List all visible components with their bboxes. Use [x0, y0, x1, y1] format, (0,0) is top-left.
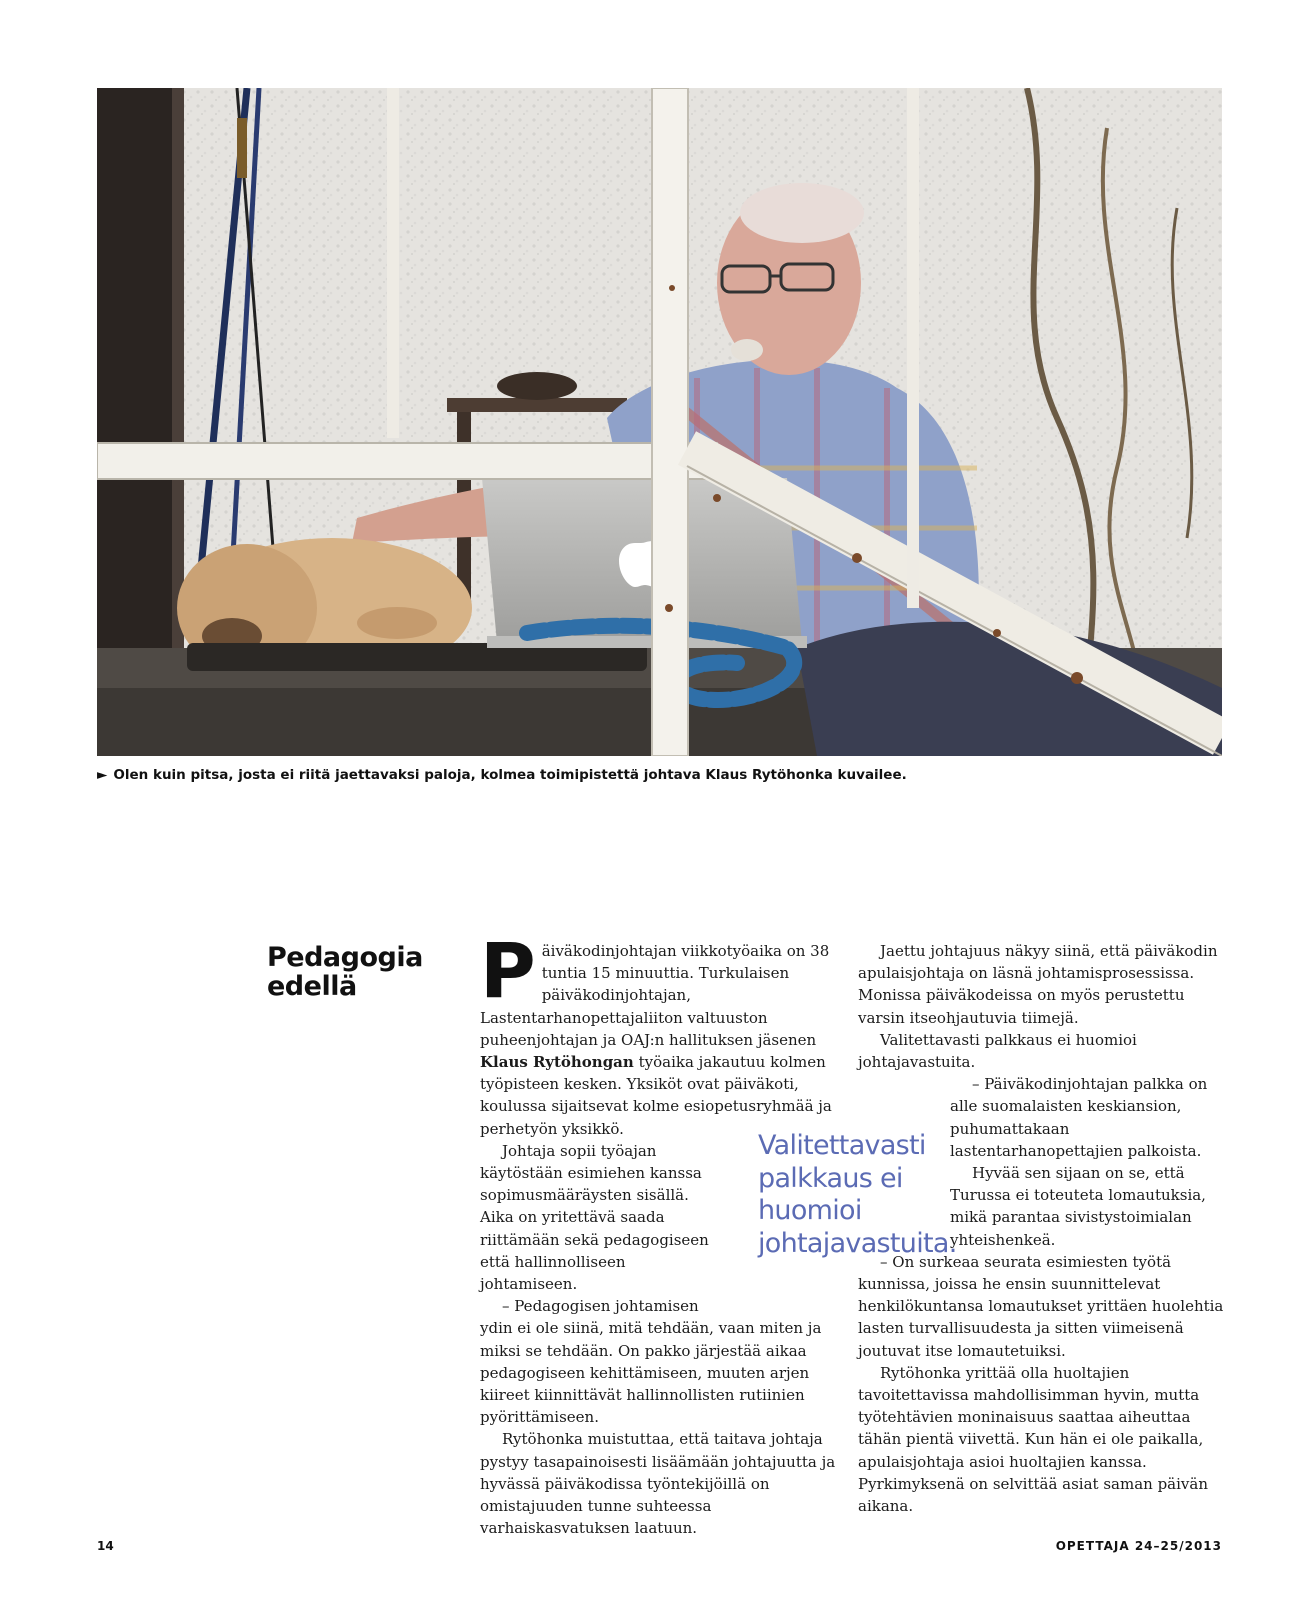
- person-name: Klaus Rytöhongan: [480, 1053, 634, 1072]
- paragraph-10: Rytöhonka yrittää olla huoltajien tavoitettavissa mahdollisimman hyvin, mutta työtehtävien moninaisuus saattaa aiheuttaa tähän pientä viivettä. Kun hän ei ole paikalla, apulaisjohtaja asioi huoltajien kanssa. Pyrkimyksenä on selvittää asiat saman päivän aikana.: [858, 1363, 1209, 1516]
- paragraph-7: – Päiväkodinjohtajan palkka on alle suomalaisten keskiansion, puhumattakaan lastentarhanopettajien palkoista.: [950, 1075, 1208, 1160]
- paragraph-8: Hyvää sen sijaan on se, että Turussa ei toteuteta lomautuksia, mikä parantaa sivistystoimialan yhteishenkeä.: [950, 1164, 1206, 1249]
- paragraph-1-end: työaika jakautuu kolmen työpisteen kesken. Yksiköt ovat päiväkoti, koulussa sijaitsevat kolme esiopetusryhmää ja perhetyön yksikkö.: [480, 1053, 832, 1138]
- paragraph-3: – Pedagogisen johtamisen ydin ei ole siinä, mitä tehdään, vaan miten ja miksi se tehdään. On pakko järjestää aikaa pedagogiseen kehittämiseen, muuten arjen kiireet kiinnittävät hallinnollisten rutiinien pyörittämiseen.: [480, 1297, 822, 1427]
- paragraph-1: [480, 926, 840, 1140]
- page-number: 14: [97, 1539, 114, 1553]
- photo-caption: [97, 767, 1222, 783]
- magazine-issue: OPETTAJA 24–25/2013: [1055, 1539, 1222, 1553]
- drop-cap: P: [480, 926, 536, 1015]
- pull-quote: Valitettavasti palkkaus ei huomioi johtajavastuita.: [758, 1130, 957, 1259]
- paragraph-1-start: äiväkodinjohtajan viikkotyöaika on 38 tuntia 15 minuuttia. Turkulaisen päiväkodinjohtajan, Lastentarhanopettajaliiton valtuuston puheenjohtajan ja OAJ:n hallituksen jäsenen: [480, 942, 830, 1049]
- paragraph-6: Valitettavasti palkkaus ei huomioi johtajavastuita.: [858, 1030, 1137, 1072]
- caption-text: Olen kuin pitsa, josta ei riitä jaettavaksi paloja, kolmea toimipistettä johtava Klaus Rytöhonka kuvailee.: [113, 767, 907, 783]
- photo-illustration: [97, 88, 1222, 756]
- paragraph-9: – On surkeaa seurata esimiesten työtä kunnissa, joissa he ensin suunnittelevat henkilökuntansa lomautukset yrittäen huolehtia lasten turvallisuudesta ja sitten viimeisenä joutuvat itse lomautetuiksi.: [858, 1252, 1224, 1360]
- paragraph-5: Jaettu johtajuus näkyy siinä, että päiväkodin apulaisjohtaja on läsnä johtamisprosessissa. Monissa päiväkodeissa on myös perustettu varsin itseohjautuvia tiimejä.: [858, 942, 1218, 1027]
- paragraph-4: Rytöhonka muistuttaa, että taitava johtaja pystyy tasapainoisesti lisäämään johtajuutta ja hyvässä päiväkodissa työntekijöillä on omistajuuden tunne suhteessa varhaiskasvatuksen laatuun.: [480, 1430, 836, 1538]
- headline-line-2: edellä: [267, 971, 357, 1002]
- article-photo: [97, 88, 1222, 756]
- article-headline: [267, 943, 467, 1001]
- headline-line-1: Pedagogia: [267, 942, 423, 973]
- caption-marker: ►: [97, 767, 108, 783]
- paragraph-2: Johtaja sopii työajan käytöstään esimiehen kanssa sopimusmääräysten sisällä. Aika on yritettävä saada riittämään sekä pedagogiseen että hallinnolliseen johtamiseen.: [480, 1141, 709, 1294]
